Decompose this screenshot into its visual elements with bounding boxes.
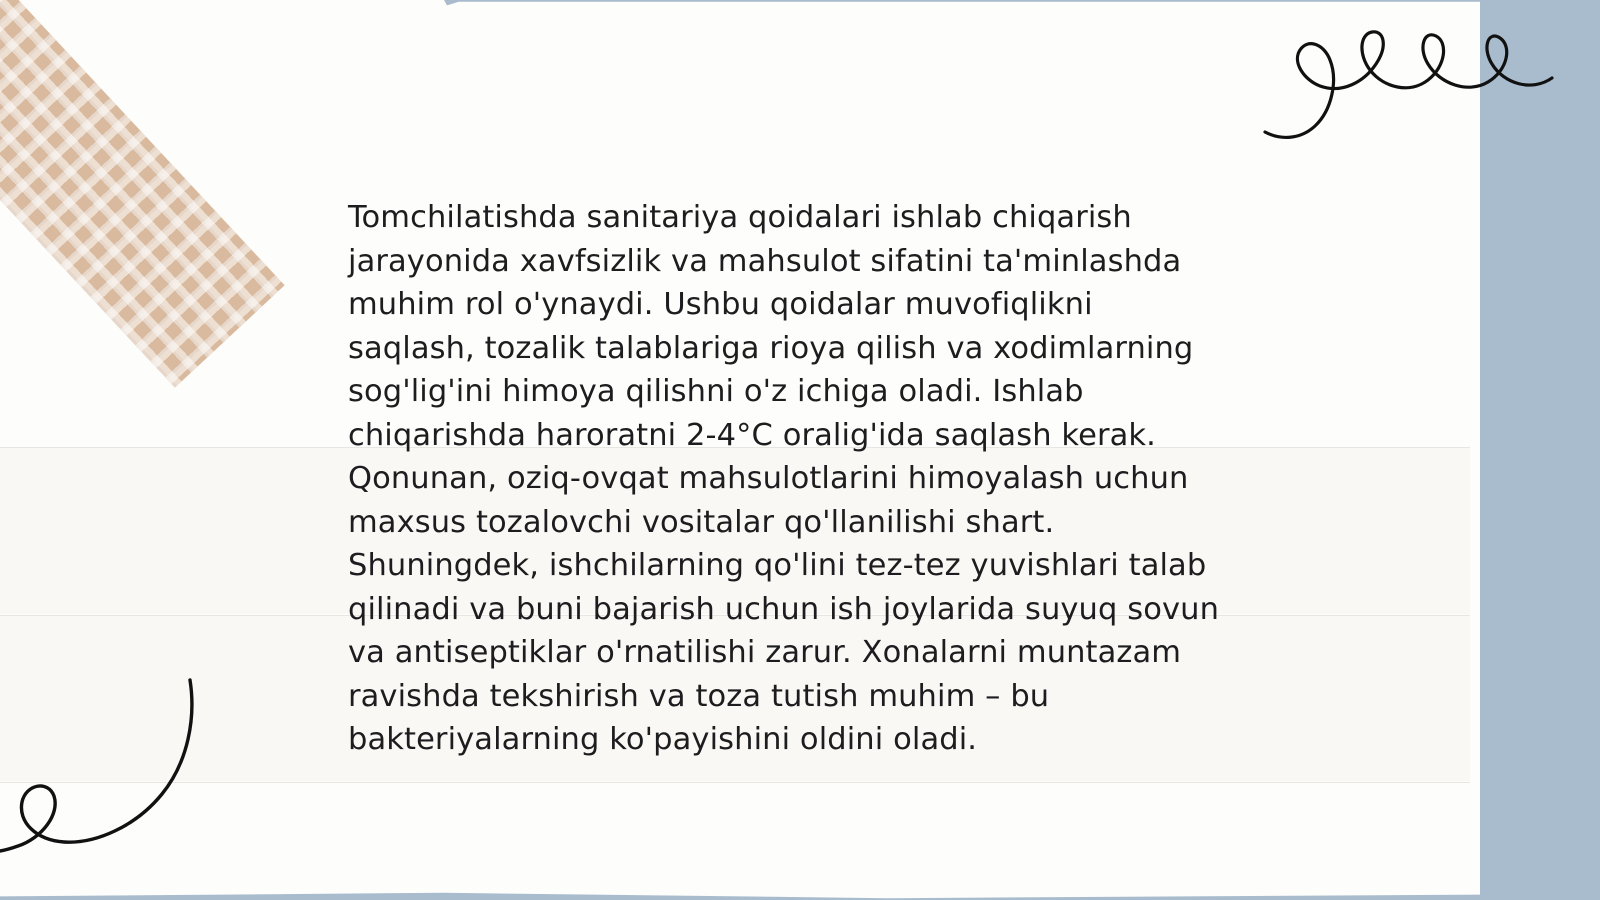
body-paragraph: Tomchilatishda sanitariya qoidalari ishlab chiqarish jarayonida xavfsizlik va mahsulot sifatini ta'minlashda muhim rol o'ynaydi. Ushbu qoidalar muvofiqlikni saqlash, tozalik talablariga rioya qilish va xodimlarning sog'lig'ini himoya qilishni o'z ichiga oladi. Ishlab chiqarishda haroratni 2-4°C oralig'ida saqlash kerak. Qonunan, oziq-ovqat mahsulotlarini himoyalash uchun maxsus tozalovchi vositalar qo'llanilishi shart. Shuningdek, ishchilarning qo'lini tez-tez yuvishlari talab qilinadi va buni bajarish uchun ish joylarida suyuq sovun va antiseptiklar o'rnatilishi zarur. Xonalarni muntazam ravishda tekshirish va toza tutish muhim – bu bakteriyalarning ko'payishini oldini oladi. — [348, 200, 1229, 757]
paper-rule-line — [0, 782, 1470, 783]
